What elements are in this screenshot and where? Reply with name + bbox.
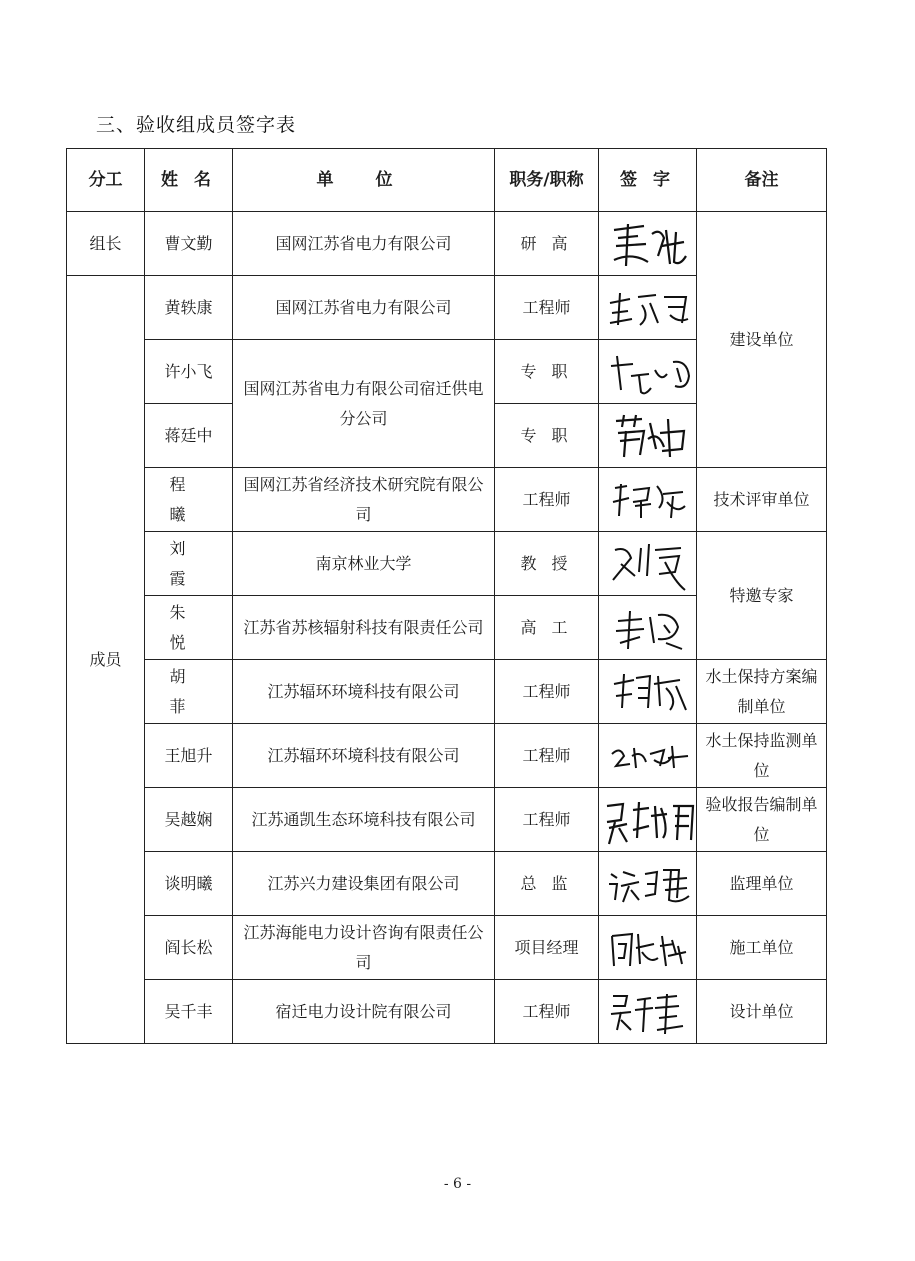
signature-cell	[599, 788, 697, 852]
page-number: - 6 -	[443, 1176, 472, 1192]
table-row	[67, 788, 827, 852]
name-cell: 谈明曦	[145, 852, 233, 916]
unit-cell: 江苏通凯生态环境科技有限公司	[233, 788, 495, 852]
signature-cell	[599, 724, 697, 788]
table-row	[67, 212, 827, 276]
header-row	[67, 149, 827, 212]
remark-construction: 建设单位	[697, 212, 827, 468]
handwritten-signature	[603, 792, 699, 848]
title-cell: 工程师	[495, 468, 599, 532]
unit-cell: 江苏辐环环境科技有限公司	[233, 724, 495, 788]
handwritten-signature	[604, 216, 692, 272]
name-cell: 王旭升	[145, 724, 233, 788]
handwritten-signature	[607, 986, 689, 1038]
name-cell: 许小飞	[145, 340, 233, 404]
title-cell: 研 高	[495, 212, 599, 276]
signature-cell	[599, 404, 697, 468]
signature-cell	[599, 276, 697, 340]
name-cell: 黄轶康	[145, 276, 233, 340]
name-cell: 阎长松	[145, 916, 233, 980]
signature-cell	[599, 660, 697, 724]
handwritten-signature	[606, 666, 690, 718]
handwritten-signature	[605, 860, 691, 908]
title-cell: 总 监	[495, 852, 599, 916]
table-row	[67, 980, 827, 1044]
unit-cell: 国网江苏省电力有限公司	[233, 276, 495, 340]
name-cell: 程 曦	[145, 468, 233, 532]
unit-cell: 国网江苏省电力有限公司	[233, 212, 495, 276]
header-title: 职务/职称	[495, 149, 599, 212]
handwritten-signature	[608, 603, 688, 653]
role-cell: 组长	[67, 212, 145, 276]
table-row	[67, 468, 827, 532]
handwritten-signature	[606, 924, 690, 972]
name-cell: 刘 霞	[145, 532, 233, 596]
handwritten-signature	[606, 736, 690, 776]
header-signature: 签 字	[599, 149, 697, 212]
title-cell: 工程师	[495, 724, 599, 788]
unit-cell: 国网江苏省电力有限公司宿迁供电分公司	[233, 340, 495, 468]
remark-builder: 施工单位	[697, 916, 827, 980]
handwritten-signature	[603, 346, 695, 398]
remark-review: 技术评审单位	[697, 468, 827, 532]
remark-monitoring: 水土保持监测单位	[697, 724, 827, 788]
header-unit: 单 位	[233, 149, 495, 212]
title-cell: 专 职	[495, 340, 599, 404]
remark-scheme: 水土保持方案编制单位	[697, 660, 827, 724]
title-cell: 项目经理	[495, 916, 599, 980]
signature-cell	[599, 340, 697, 404]
signature-cell	[599, 596, 697, 660]
table-row	[67, 532, 827, 596]
section-title: 三、验收组成员签字表	[96, 114, 297, 136]
title-cell: 专 职	[495, 404, 599, 468]
table-row	[67, 852, 827, 916]
remark-supervision: 监理单位	[697, 852, 827, 916]
signature-cell	[599, 532, 697, 596]
handwritten-signature	[608, 409, 688, 463]
unit-cell: 江苏辐环环境科技有限公司	[233, 660, 495, 724]
title-cell: 工程师	[495, 276, 599, 340]
table-row	[67, 916, 827, 980]
signature-cell	[599, 468, 697, 532]
name-cell: 朱 悦	[145, 596, 233, 660]
name-cell: 曹文勤	[145, 212, 233, 276]
handwritten-signature	[607, 476, 689, 524]
name-cell: 胡 菲	[145, 660, 233, 724]
header-name: 姓 名	[145, 149, 233, 212]
title-cell: 工程师	[495, 980, 599, 1044]
role-cell-members: 成员	[67, 276, 145, 1044]
signature-table	[66, 148, 827, 1044]
title-cell: 教 授	[495, 532, 599, 596]
title-cell: 工程师	[495, 660, 599, 724]
table-row	[67, 660, 827, 724]
header-remark: 备注	[697, 149, 827, 212]
signature-cell	[599, 212, 697, 276]
unit-cell: 南京林业大学	[233, 532, 495, 596]
unit-cell: 江苏兴力建设集团有限公司	[233, 852, 495, 916]
name-cell: 吴千丰	[145, 980, 233, 1044]
remark-report: 验收报告编制单位	[697, 788, 827, 852]
unit-cell: 宿迁电力设计院有限公司	[233, 980, 495, 1044]
signature-cell	[599, 980, 697, 1044]
title-cell: 高 工	[495, 596, 599, 660]
signature-cell	[599, 852, 697, 916]
remark-design: 设计单位	[697, 980, 827, 1044]
header-role: 分工	[67, 149, 145, 212]
handwritten-signature	[604, 283, 692, 333]
signature-cell	[599, 916, 697, 980]
name-cell: 吴越娴	[145, 788, 233, 852]
title-cell: 工程师	[495, 788, 599, 852]
unit-cell: 国网江苏省经济技术研究院有限公司	[233, 468, 495, 532]
remark-experts: 特邀专家	[697, 532, 827, 660]
unit-cell: 江苏省苏核辐射科技有限责任公司	[233, 596, 495, 660]
name-cell: 蒋廷中	[145, 404, 233, 468]
handwritten-signature	[605, 536, 691, 592]
table-row	[67, 724, 827, 788]
unit-cell: 江苏海能电力设计咨询有限责任公司	[233, 916, 495, 980]
